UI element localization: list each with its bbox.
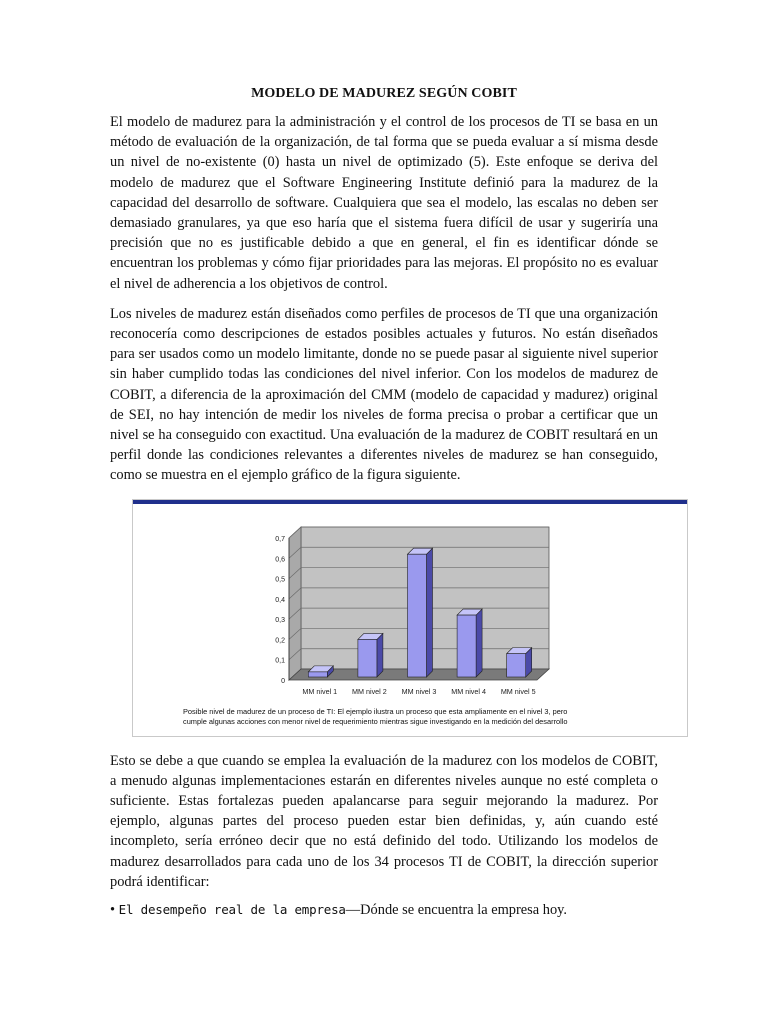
bar bbox=[358, 639, 377, 677]
x-tick-label: MM nivel 1 bbox=[302, 686, 338, 696]
document-title: MODELO DE MADUREZ SEGÚN COBIT bbox=[251, 86, 517, 101]
bullet-lead: El desempeño real de la empresa bbox=[118, 902, 346, 918]
x-tick-label: MM nivel 4 bbox=[451, 686, 486, 696]
paragraph-3: Esto se debe a que cuando se emplea la evaluación de la madurez con los modelos de COBIT, a menudo algunas implementaciones estarán en diferentes niveles aunque no esté completa o suficiente. Estas fortalezas pueden apalancarse para seguir mejorando la madurez. Por ejemplo, algunas partes del proceso pueden estar bien definidas, y, aún cuando esté incompleto, sería erróneo decir que no está definido del todo. Utilizando los modelos de madurez desarrollados para cada uno de los 34 procesos TI de COBIT, la dirección superior podrá identificar: bbox=[110, 752, 658, 890]
y-tick-label: 0,4 bbox=[275, 596, 285, 604]
y-tick-label: 0,1 bbox=[275, 657, 285, 665]
chart-caption-line: cumple algunas acciones con menor nivel de requerimiento mientras sigue investigando en la medición del desarrollo bbox=[183, 716, 568, 726]
maturity-bar-chart bbox=[133, 500, 687, 736]
x-tick-label: MM nivel 5 bbox=[500, 686, 536, 696]
bullet-rest: —Dónde se encuentra la empresa hoy. bbox=[345, 902, 567, 919]
y-tick-label: 0,6 bbox=[275, 555, 285, 563]
y-tick-label: 0 bbox=[281, 677, 285, 685]
maturity-chart-figure bbox=[132, 499, 688, 737]
bar bbox=[457, 615, 476, 677]
y-tick-label: 0,3 bbox=[275, 616, 285, 624]
paragraph-1: El modelo de madurez para la administración y el control de los procesos de TI se basa en un método de evaluación de la organización, de tal forma que se pueda evaluar a sí misma desde un nivel de no-existente (0) hasta un nivel de optimizado (5). Este enfoque se deriva del modelo de madurez que el Software Engineering Institute definió para la madurez de la capacidad del desarrollo de software. Cualquiera que sea el modelo, las escalas no deben ser demasiado granulares, ya que eso haría que el sistema fuera difícil de usar y sugeriría una precisión que no es justificable debido a que en general, el fin es identificar dónde se encuentran los problemas y cómo fijar prioridades para las mejoras. El propósito no es evaluar el nivel de adherencia a los objetivos de control. bbox=[110, 114, 658, 292]
bar-side bbox=[476, 609, 482, 677]
x-tick-label: MM nivel 2 bbox=[352, 686, 387, 696]
x-tick-label: MM nivel 3 bbox=[401, 686, 437, 696]
bar-side bbox=[427, 548, 433, 677]
bar-side bbox=[377, 633, 383, 677]
bar bbox=[408, 554, 427, 677]
chart-side-wall bbox=[289, 527, 301, 680]
y-tick-label: 0,2 bbox=[275, 637, 285, 645]
bullet-item bbox=[110, 900, 658, 920]
y-tick-label: 0,7 bbox=[275, 535, 285, 543]
paragraph-2: Los niveles de madurez están diseñados como perfiles de procesos de TI que una organización reconocería como descripciones de estados posibles actuales y futuros. No están diseñados para ser usados como un modelo limitante, donde no se puede pasar al siguiente nivel superior sin haber cumplido todas las condiciones del nivel inferior. Con los modelos de madurez de COBIT, a diferencia de la aproximación del CMM (modelo de capacidad y madurez) original de SEI, no hay intención de medir los niveles de forma precisa o probar a certificar que un nivel se ha conseguido con exactitud. Una evaluación de la madurez de COBIT resultará en un perfil donde las condiciones relevantes a diferentes niveles de madurez se han conseguido, como se muestra en el ejemplo gráfico de la figura siguiente. bbox=[110, 305, 658, 484]
y-tick-label: 0,5 bbox=[275, 576, 285, 584]
chart-caption-line: Posible nivel de madurez de un proceso de TI: El ejemplo ilustra un proceso que esta ampliamente en el nivel 3, pero bbox=[183, 706, 568, 716]
bar bbox=[507, 653, 526, 676]
document-page bbox=[110, 84, 658, 920]
bar bbox=[308, 672, 327, 677]
bullet-symbol: • bbox=[110, 902, 116, 919]
